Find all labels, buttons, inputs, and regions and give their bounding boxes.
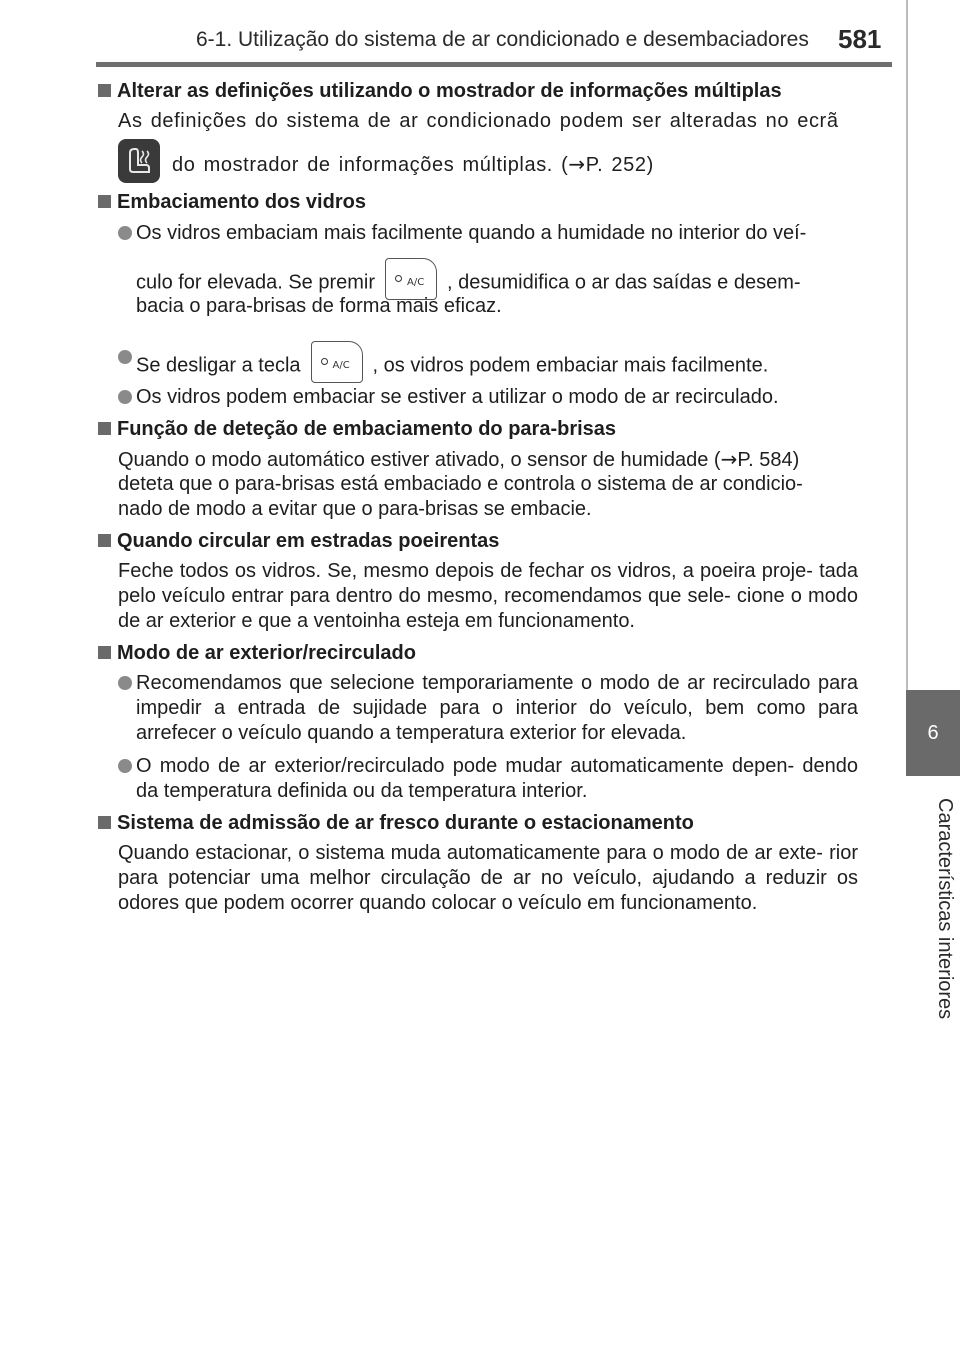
side-rule	[906, 0, 908, 690]
section-heading	[96, 79, 876, 103]
ac-button-icon	[311, 341, 363, 383]
bullet-text	[136, 345, 858, 387]
paragraph-line	[118, 447, 858, 473]
square-bullet-icon	[98, 646, 111, 659]
arrow-icon: →	[720, 447, 738, 471]
bullet-item	[118, 671, 858, 746]
bullet-text: Recomendamos que selecione temporariamente o modo de ar recirculado para impedir a entrada de sujidade para o interior do veículo, bem como para arrefecer o veículo quando a temperatura exterior for elevada.	[136, 672, 858, 744]
ac-label: A/C	[407, 277, 425, 288]
section-heading	[96, 529, 876, 553]
page-ref: P. 252)	[585, 154, 654, 176]
chapter-label: Características interiores	[934, 798, 956, 1020]
section-heading	[96, 190, 876, 214]
text-span: culo for elevada. Se premir	[136, 271, 376, 294]
circle-bullet-icon	[118, 759, 132, 773]
header-title: 6-1. Utilização do sistema de ar condicionado e desembaciadores	[196, 28, 809, 51]
heading-text: Função de deteção de embaciamento do para-brisas	[117, 418, 617, 440]
heading-text: Embaciamento dos vidros	[117, 191, 366, 213]
section-heading	[96, 417, 876, 441]
bullet-text: Os vidros podem embaciar se estiver a utilizar o modo de ar recirculado.	[136, 386, 779, 408]
heading-text: Modo de ar exterior/recirculado	[117, 642, 416, 664]
heading-text: Alterar as definições utilizando o mostrador de informações múltiplas	[117, 80, 782, 102]
circle-bullet-icon	[118, 350, 132, 364]
seat-fan-icon	[118, 139, 160, 183]
section-heading	[96, 641, 876, 665]
text-span: do mostrador de informações múltiplas. (	[172, 154, 569, 176]
text-span: , desumidifica o ar das saídas e desem-	[447, 271, 801, 294]
page-number: 581	[838, 24, 882, 54]
square-bullet-icon	[98, 816, 111, 829]
paragraph-line: As definições do sistema de ar condicionado podem ser alteradas no ecrã	[118, 110, 839, 132]
square-bullet-icon	[98, 195, 111, 208]
bullet-item	[118, 345, 858, 387]
text-span: Quando o modo automático estiver ativado, o sensor de humidade (	[118, 449, 721, 471]
indicator-ring	[395, 275, 402, 282]
heading-text: Sistema de admissão de ar fresco durante o estacionamento	[117, 812, 694, 834]
paragraph-line: bacia o para-brisas de forma mais eficaz.	[136, 295, 502, 317]
bullet-item	[118, 754, 858, 804]
circle-bullet-icon	[118, 226, 132, 240]
bullet-item	[118, 385, 858, 410]
ac-label: A/C	[332, 360, 350, 371]
section-heading	[96, 811, 876, 835]
page-ref: P. 584)	[737, 449, 800, 471]
text-span: Se desligar a tecla	[136, 354, 301, 377]
circle-bullet-icon	[118, 676, 132, 690]
paragraph-line: deteta que o para-brisas está embaciado e controla o sistema de ar condicio-	[118, 473, 803, 495]
paragraph: Feche todos os vidros. Se, mesmo depois de fechar os vidros, a poeira proje- tada pelo veículo entrar para dentro do mesmo, recomendamos que sele- cione o modo de ar exterior e que a ventoinha esteja em funcionamento.	[118, 560, 858, 632]
square-bullet-icon	[98, 534, 111, 547]
square-bullet-icon	[98, 84, 111, 97]
heading-text: Quando circular em estradas poeirentas	[117, 530, 500, 552]
paragraph-line	[172, 152, 912, 178]
paragraph: Quando estacionar, o sistema muda automaticamente para o modo de ar exte- rior para potenciar uma melhor circulação de ar no veículo, ajudando a reduzir os odores que podem ocorrer quando colocar o veículo em funcionamento.	[118, 842, 858, 914]
chapter-tab	[906, 690, 960, 776]
paragraph-line: nado de modo a evitar que o para-brisas se embacie.	[118, 498, 592, 520]
arrow-icon: →	[568, 152, 586, 176]
square-bullet-icon	[98, 422, 111, 435]
circle-bullet-icon	[118, 390, 132, 404]
text-span: , os vidros podem embaciar mais facilmente.	[372, 354, 769, 377]
chapter-number: 6	[927, 721, 939, 744]
indicator-ring	[321, 358, 328, 365]
bullet-item	[118, 221, 858, 246]
bullet-text: O modo de ar exterior/recirculado pode mudar automaticamente depen- dendo da temperatura definida ou da temperatura interior.	[136, 755, 858, 802]
bullet-text: Os vidros embaciam mais facilmente quando a humidade no interior do veí-	[136, 222, 807, 244]
